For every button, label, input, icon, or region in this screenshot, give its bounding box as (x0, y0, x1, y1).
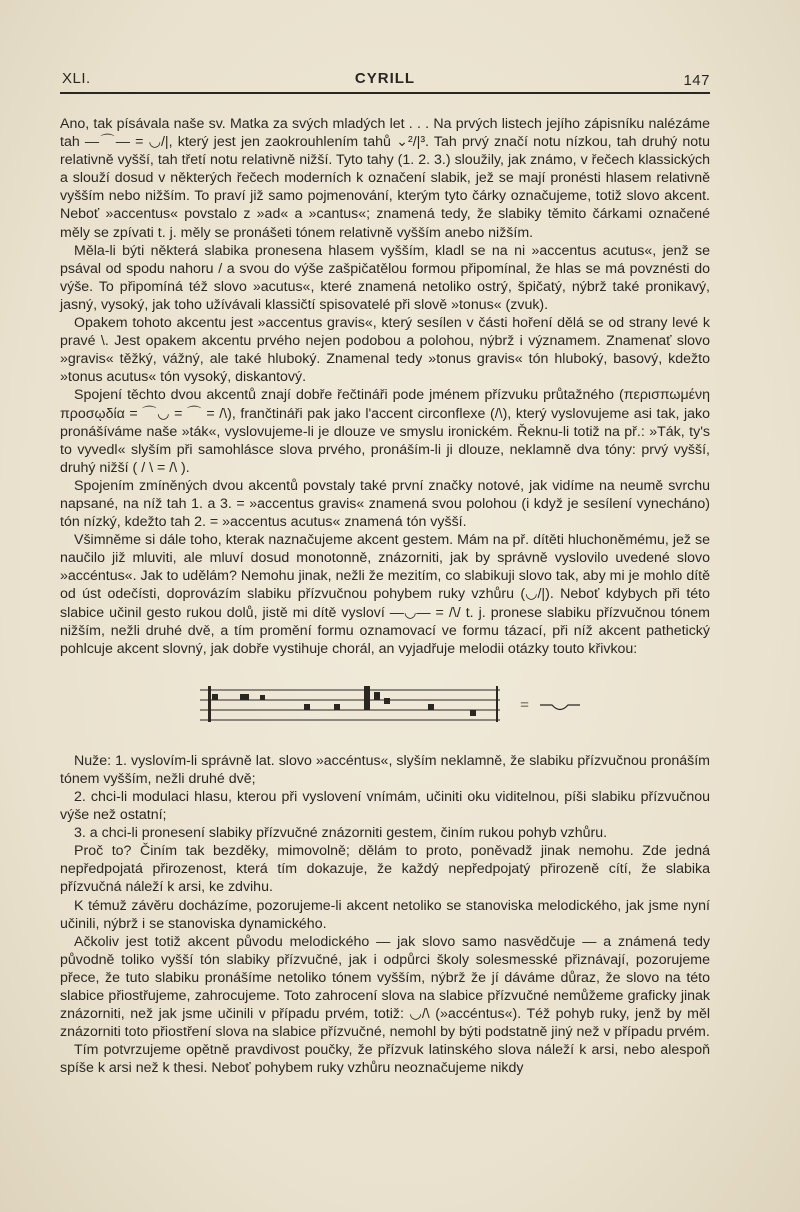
paragraph: Spojením zmíněných dvou akcentů povstaly také první značky notové, jak vidíme na neumě svrchu napsané, na níž tah 1. a 3. = »accentus gravis« znamená svou polohou (i když je sesílení vynecháno) tón nízký, kdežto tah 2. = »accentus acutus« znamená tón vyšší. (60, 477, 710, 531)
paragraph: Opakem tohoto akcentu jest »accentus gravis«, který sesílen v části hoření dělá se od strany levé k pravé \. Jest opakem akcentu prvého nejen podobou a polohou, nýbrž i významem. Znamenať slovo »gravis« těžký, vážný, ale také hluboký. Znamenal tedy »tonus gravis« tón hluboký, basový, kdežto »tonus acutus« tón vysoký, diskantový. (60, 315, 710, 386)
paragraph: Nuže: 1. vyslovím-li správně lat. slovo »accéntus«, slyším neklamně, že slabiku přízvučnou pronáším tónem vyšším, nežli druhé dvě; (60, 752, 710, 787)
running-title: CYRILL (354, 70, 416, 87)
equals-sign: = (520, 696, 530, 714)
paragraph: Ačkoliv jest totiž akcent původu melodického — jak slovo samo nasvědčuje — a známená tedy původně toliko vyšší tón slabiky přízvučné, jak i odpůrci školy solesmesské přiznávají, pozorujeme přece, že tuto slabiku pronášíme netoliko tónem vyšším, nýbrž že jí dáváme důraz, že slovo na této slabice přiostřujeme, zahrocujeme. Toto zahrocení slova na slabice přízvučné nemůžeme graficky jinak znázorniti, než jak jsme učinili v případu prvém, totiž: ◡/\ (»accéntus«). Též pohyb ruky, jenž by měl znázorniti toto přiostření slova na slabice přízvučné, nemohl by býti podstatně jiný než v případu prvém. (60, 933, 710, 1041)
paragraph: Všimněme si dále toho, kterak naznačujeme akcent gestem. Mám na př. dítěti hluchoněmému, jež se naučilo již mluviti, ale mluví dosud monotonně, znázorniti, jak by správně vyslovilo uvedené slovo »accéntus«. Jak to udělám? Nemohu jinak, nežli že mezitím, co slabikuji slovo tak, aby mi je mohlo dítě od úst odečísti, doprovázím slabiku přízvučnou pohybem ruky vzhůru (◡/|). Neboť kdybych při této slabice učinil gesto rukou dolů, jistě mi dítě vysloví —◡— = /\/ t. j. pronese slabiku přízvučnou tónem nižším, nežli druhé dvě, a tím promění formu oznamovací ve formu tázací, při níž akcent pathetický pohlcuje akcent slovný, jak dobře vystihuje chorál, an vyjadřuje melodii otázky touto křivkou: (60, 532, 710, 657)
paragraph: Tím potvrzujeme opětně pravdivost poučky, že přízvuk latinského slova náleží k arsi, nebo alespoň spíše k arsi než k thesi. Neboť pohybem ruky vzhůru neoznačujeme nikdy (60, 1042, 710, 1077)
paragraph: Měla-li býti některá slabika pronesena hlasem vyšším, kladl se na ni »accentus acutus«, jenž se psával od spodu nahoru / a svou do výše zašpičatělou formou připomínal, že hlas se má povznésti do výše. To připomíná též slovo »acutus«, které znamená netoliko ostrý, špičatý, nýbrž také pronikavý, jasný, vysoký, jak toho užívávali klassičtí spisovatelé při slově »tonus« (zvuk). (60, 242, 710, 313)
running-header (60, 70, 710, 92)
music-example (60, 666, 710, 748)
paragraph: Spojení těchto dvou akcentů znají dobře řečtináři pode jménem přízvuku průtažného (περισπωμένη προσῳδία = ⌒◡ = ⌒ = /\), frančtináři pak jako l'accent circonflexe (/\), který vyslovujeme asi tak, jako pronášíváme naše »ták«, vyslovujeme-li je dlouze ve smyslu ironickém. Řeknu-li totiž na př.: »Ták, ty's to vyvedl« slyším při samohlásce slova prvého, pronáším-li ji dlouze, neklamně dva tóny: prvý vyšší, druhý nižší ( / \ = /\ ). (60, 387, 710, 476)
chant-staff (200, 684, 620, 734)
paragraph: Proč to? Činím tak bezděky, mimovolně; dělám to proto, poněvadž jinak nemohu. Zde jedná nepředpojatá přirozenost, která tím dokazuje, že každý nepředpojatý přirozeně cítí, že slabika přízvučná náleží k arsi, ke zdvihu. (60, 843, 710, 896)
header-rule (60, 92, 710, 94)
paragraph: K témuž závěru docházíme, pozorujeme-li akcent netoliko se stanoviska melodického, jak jsme nyní učinili, nýbrž i se stanoviska dynamického. (60, 897, 710, 932)
page-number: 147 (683, 72, 710, 89)
melody-curve (540, 705, 580, 710)
body-text (60, 115, 710, 1078)
paragraph: 2. chci-li modulaci hlasu, kterou při vyslovení vnímám, učiniti oku viditelnou, píši slabiku přízvučnou výše než ostatní; (60, 789, 710, 824)
chapter-number: XLI. (62, 70, 91, 87)
paragraph: 3. a chci-li pronesení slabiky přízvučné znázorniti gestem, činím rukou pohyb vzhůru. (74, 825, 608, 842)
paragraph: Ano, tak písávala naše sv. Matka za svých mladých let . . . Na prvých listech jejího zápisníku nalézáme tah —⌒— = ◡/|, který jest jen zaokrouhlením tahů ⌄²/|³. Tah prvý značí notu nízkou, tah druhý notu relativně vyšší, tah třetí notu relativně nižší. Tyto tahy (1. 2. 3.) sloužily, jak známo, v řečech klassických a slouží dosud v některých řečech moderních k označení slabik, jež se mají pronésti hlasem relativně vyšším nebo nižším. To praví již samo pojmenování, kterým tyto čárky označujeme, totiž slovo akcent. Neboť »accentus« povstalo z »ad« a »cantus«; znamená tedy, že slabiky těmito čárkami označené měly se zpívati t. j. měly se pronášeti tónem relativně vyšším anebo nižším. (60, 116, 710, 241)
